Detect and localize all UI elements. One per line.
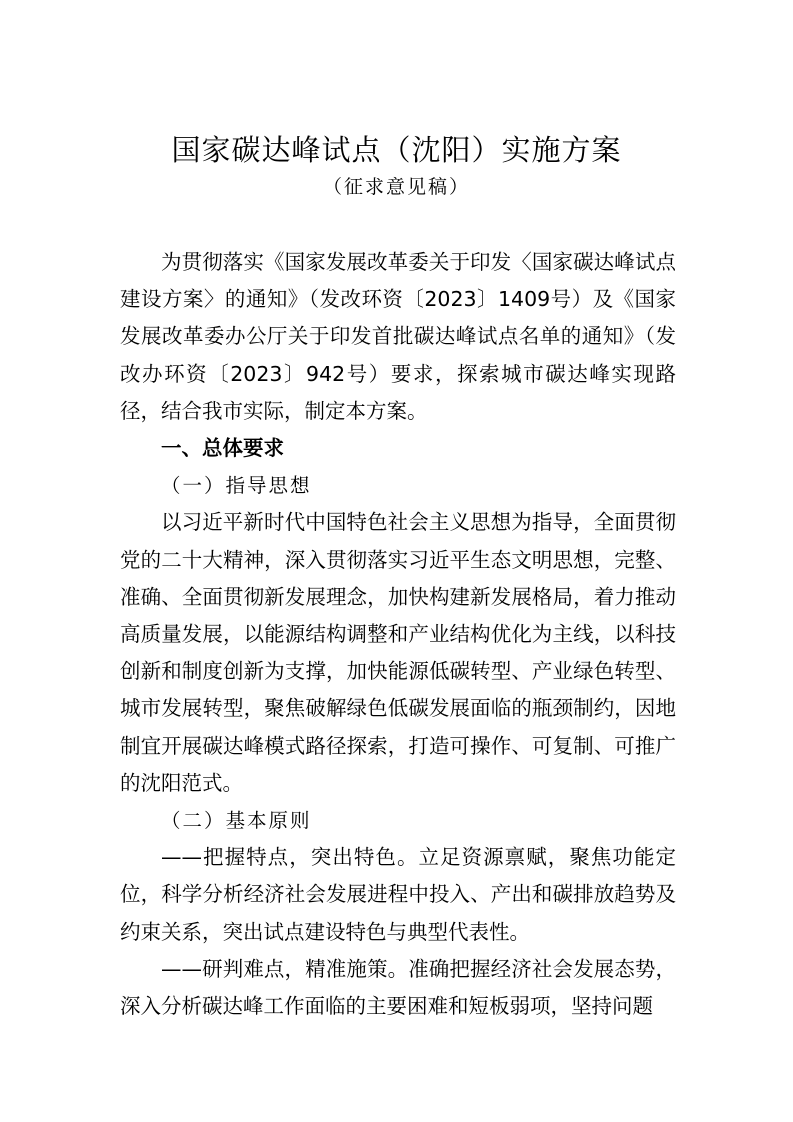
subsection-heading-guiding-ideology: （一）指导思想 bbox=[161, 474, 312, 498]
principle-paragraph-characteristics: ——把握特点，突出特色。立足资源禀赋，聚焦功能定位，科学分析经济社会发展进程中投入、产出和碳排放趋势及约束关系，突出试点建设特色与典型代表性。 bbox=[120, 845, 676, 944]
section-heading-general-requirements: 一、总体要求 bbox=[161, 436, 284, 461]
document-subtitle: （征求意见稿） bbox=[322, 176, 470, 198]
intro-paragraph: 为贯彻落实《国家发展改革委关于印发〈国家碳达峰试点建设方案〉的通知》（发改环资〔2023〕1409号）及《国家发展改革委办公厅关于印发首批碳达峰试点名单的通知》（发改办环资〔2023〕942号）要求，探索城市碳达峰实现路径，结合我市实际，制定本方案。 bbox=[120, 250, 676, 423]
principle-paragraph-difficulties: ——研判难点，精准施策。准确把握经济社会发展态势，深入分析碳达峰工作面临的主要困难和短板弱项，坚持问题 bbox=[120, 956, 676, 1019]
guiding-ideology-paragraph: 以习近平新时代中国特色社会主义思想为指导，全面贯彻党的二十大精神，深入贯彻落实习近平生态文明思想，完整、准确、全面贯彻新发展理念，加快构建新发展格局，着力推动高质量发展，以能源结构调整和产业结构优化为主线，以科技创新和制度创新为支撑，加快能源低碳转型、产业绿色转型、城市发展转型，聚焦破解绿色低碳发展面临的瓶颈制约，因地制宜开展碳达峰模式路径探索，打造可操作、可复制、可推广的沈阳范式。 bbox=[120, 510, 676, 795]
document-body bbox=[120, 244, 676, 1025]
document-title: 国家碳达峰试点（沈阳）实施方案 bbox=[171, 133, 622, 167]
subsection-heading-basic-principles: （二）基本原则 bbox=[161, 809, 312, 833]
